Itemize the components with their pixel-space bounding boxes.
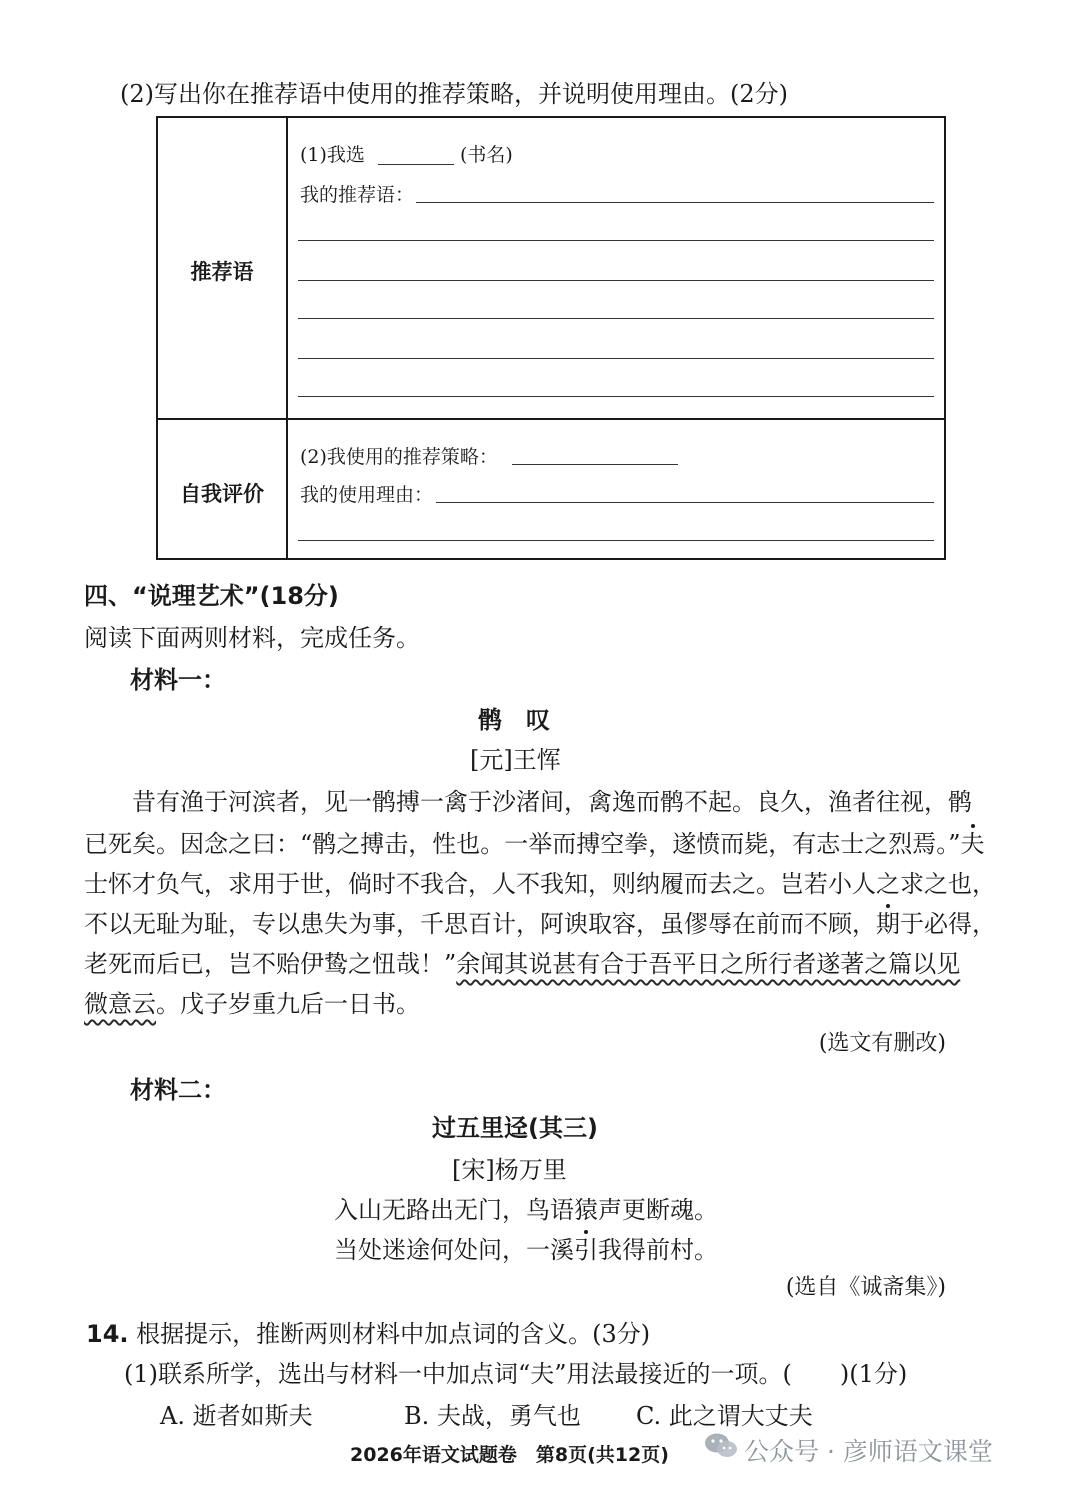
reason-answer-line[interactable] bbox=[298, 540, 934, 541]
option-c[interactable]: C. 此之谓大丈夫 bbox=[636, 1402, 813, 1430]
recommend-answer-line[interactable] bbox=[298, 358, 934, 359]
question-14: 14. 根据提示，推断两则材料中加点词的含义。(3分) bbox=[86, 1320, 651, 1348]
material1-label: 材料一： bbox=[130, 666, 226, 694]
option-a[interactable]: A. 逝者如斯夫 bbox=[160, 1402, 313, 1430]
book-select-suffix: (书名) bbox=[460, 144, 513, 166]
material1-source: (选文有删改) bbox=[818, 1031, 946, 1056]
recommend-answer-line[interactable] bbox=[298, 240, 934, 241]
wechat-icon bbox=[704, 1432, 738, 1464]
passage-line: 昔有渔于河滨者，见一鹘搏一禽于沙渚间，禽逸而鹘不起。良久，渔者往视，鹘 bbox=[132, 788, 972, 816]
reason-label: 我的使用理由： bbox=[300, 484, 434, 506]
recommend-answer-line[interactable] bbox=[416, 202, 934, 203]
poem-line-2: 当处迷途何处问，一溪引我得前村。 bbox=[334, 1236, 718, 1264]
recommend-answer-line[interactable] bbox=[298, 280, 934, 281]
material1-title: 鹘 叹 bbox=[478, 706, 550, 734]
section-heading: 四、“说理艺术”(18分) bbox=[84, 582, 339, 610]
section-instruction: 阅读下面两则材料，完成任务。 bbox=[84, 624, 420, 652]
material1-author: [元]王恽 bbox=[470, 746, 561, 774]
passage-line: 已死矣。因念之曰：“鹘之搏击，性也。一举而搏空拳，遂愤而毙，有志士之烈焉。”夫 bbox=[84, 830, 985, 858]
recommend-label: 我的推荐语： bbox=[300, 184, 415, 206]
answer-table bbox=[156, 116, 946, 560]
recommend-answer-line[interactable] bbox=[298, 396, 934, 397]
page-footer: 2026年语文试题卷 第8页(共12页) bbox=[350, 1444, 669, 1466]
strategy-label: (2)我使用的推荐策略： bbox=[300, 446, 498, 468]
row-label-recommend: 推荐语 bbox=[190, 260, 254, 284]
dotted-word-yin: 引 bbox=[574, 1236, 598, 1264]
table-divider-horizontal bbox=[158, 418, 944, 420]
material2-author: [宋]杨万里 bbox=[452, 1156, 567, 1184]
book-name-blank[interactable] bbox=[378, 164, 454, 165]
wavy-underlined-sentence: 微意云 bbox=[84, 990, 156, 1018]
table-divider-vertical bbox=[286, 118, 288, 558]
passage-line: 士怀才负气，求用于世，倘时不我合，人不我知，则纳履而去之。岂若小人之求之也， bbox=[84, 870, 996, 898]
question-number: 14. bbox=[86, 1320, 129, 1348]
dotted-word-qi: 期 bbox=[876, 910, 900, 938]
poem-line-1: 入山无路出无门，鸟语猿声更断魂。 bbox=[334, 1196, 718, 1224]
passage-line: 微意云。戊子岁重九后一日书。 bbox=[84, 990, 420, 1018]
row-label-self-eval: 自我评价 bbox=[180, 482, 264, 506]
material2-title: 过五里迳(其三) bbox=[432, 1114, 598, 1142]
question-14-sub1: (1)联系所学，选出与材料一中加点词“夫”用法最接近的一项。( )(1分) bbox=[124, 1360, 908, 1388]
option-b[interactable]: B. 夫战，勇气也 bbox=[404, 1402, 581, 1430]
strategy-blank[interactable] bbox=[512, 464, 678, 465]
question-part2: (2)写出你在推荐语中使用的推荐策略，并说明使用理由。(2分) bbox=[120, 80, 788, 108]
passage-line: 不以无耻为耻，专以患失为事，千思百计，阿谀取容，虽僇辱在前而不顾，期于必得， bbox=[84, 910, 996, 938]
book-select-prefix: (1)我选 bbox=[300, 144, 365, 166]
material2-label: 材料二： bbox=[130, 1076, 226, 1104]
dotted-word-fu: 夫 bbox=[960, 830, 985, 858]
wavy-underlined-sentence: 余闻其说甚有合于吾平日之所行者遂著之篇以见 bbox=[456, 950, 961, 978]
watermark-text: 公众号 · 彦师语文课堂 bbox=[744, 1437, 993, 1466]
material2-source: (选自《诚斋集》) bbox=[785, 1275, 946, 1300]
reason-answer-line[interactable] bbox=[436, 502, 934, 503]
recommend-answer-line[interactable] bbox=[298, 318, 934, 319]
passage-line: 老死而后已，岂不贻伊鸷之忸哉！”余闻其说甚有合于吾平日之所行者遂著之篇以见 bbox=[84, 950, 961, 978]
